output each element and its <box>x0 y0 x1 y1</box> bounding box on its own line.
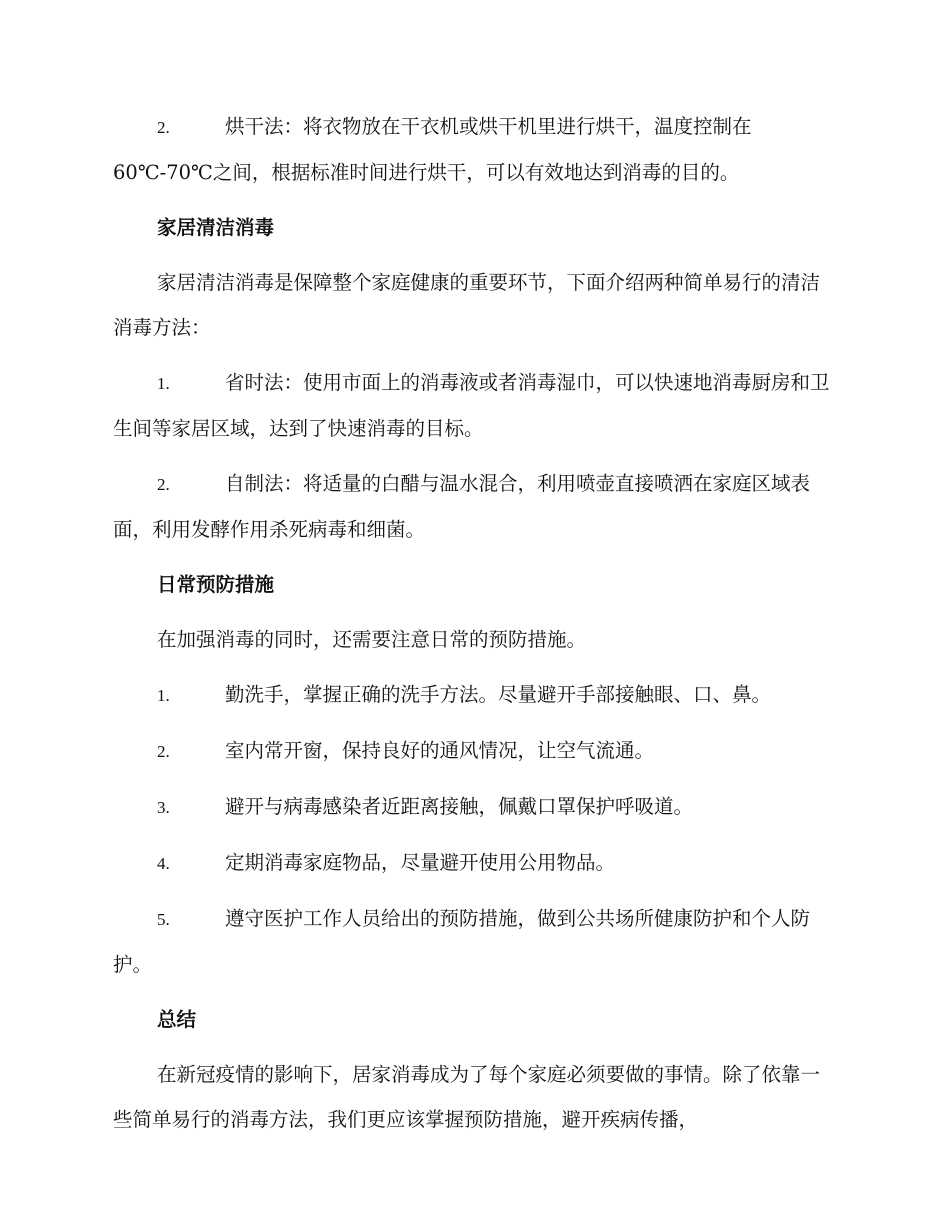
list-text: 烘干法：将衣物放在干衣机或烘干机里进行烘干，温度控制在60℃-70℃之间，根据标准时间进行烘干，可以有效地达到消毒的目的。 <box>113 115 752 184</box>
list-item-prevention-2 <box>113 728 837 774</box>
list-number: 1. <box>157 686 170 705</box>
list-item-prevention-5 <box>113 896 837 987</box>
list-item-prevention-4 <box>113 840 837 886</box>
paragraph-summary: 在新冠疫情的影响下，居家消毒成为了每个家庭必须要做的事情。除了依靠一些简单易行的消毒方法，我们更应该掌握预防措施，避开疾病传播， <box>113 1063 821 1131</box>
section-heading-summary: 总结 <box>157 1008 197 1031</box>
list-text: 室内常开窗，保持良好的通风情况，让空气流通。 <box>225 739 655 762</box>
list-text: 勤洗手，掌握正确的洗手方法。尽量避开手部接触眼、口、鼻。 <box>225 683 772 706</box>
document-body <box>113 104 837 1152</box>
paragraph-prevention-intro: 在加强消毒的同时，还需要注意日常的预防措施。 <box>157 628 587 651</box>
list-item-prevention-1 <box>113 672 837 718</box>
section-heading-prevention: 日常预防措施 <box>157 573 275 596</box>
list-number: 1. <box>157 374 170 393</box>
list-text: 遵守医护工作人员给出的预防措施，做到公共场所健康防护和个人防护。 <box>113 907 811 976</box>
list-item-dry-method <box>113 104 837 195</box>
list-text: 自制法：将适量的白醋与温水混合，利用喷壶直接喷洒在家庭区域表面，利用发酵作用杀死病毒和细菌。 <box>113 472 811 541</box>
list-item-home-2 <box>113 461 837 552</box>
list-number: 2. <box>157 475 170 494</box>
list-number: 3. <box>157 798 170 817</box>
list-item-home-1 <box>113 360 837 451</box>
list-number: 2. <box>157 742 170 761</box>
section-heading-home-cleaning: 家居清洁消毒 <box>157 216 275 239</box>
list-number: 4. <box>157 854 170 873</box>
paragraph-home-intro: 家居清洁消毒是保障整个家庭健康的重要环节，下面介绍两种简单易行的清洁消毒方法： <box>113 271 821 339</box>
list-item-prevention-3 <box>113 784 837 830</box>
list-text: 省时法：使用市面上的消毒液或者消毒湿巾，可以快速地消毒厨房和卫生间等家居区域，达到了快速消毒的目标。 <box>113 371 830 440</box>
list-text: 定期消毒家庭物品，尽量避开使用公用物品。 <box>225 851 616 874</box>
list-text: 避开与病毒感染者近距离接触，佩戴口罩保护呼吸道。 <box>225 795 694 818</box>
list-number: 5. <box>157 910 170 929</box>
list-number: 2. <box>157 118 170 137</box>
